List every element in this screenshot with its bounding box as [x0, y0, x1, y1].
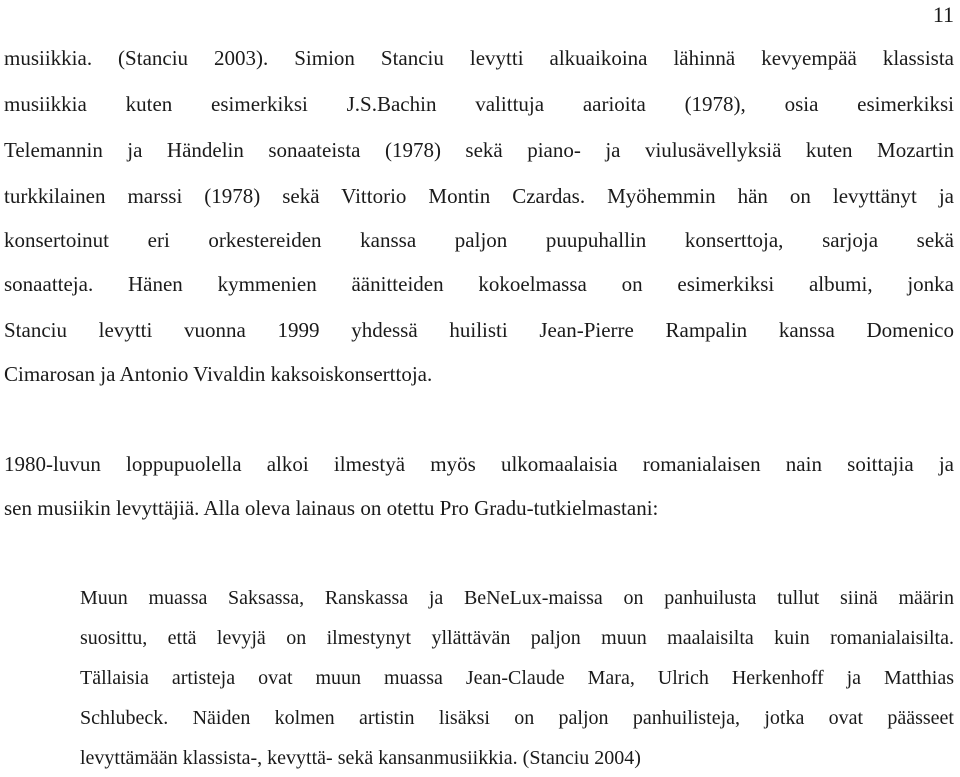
text-line: 1980-luvun loppupuolella alkoi ilmestyä myös ulkomaalaisia romanialaisen nain soittajia ja [4, 452, 954, 476]
quote-line: suosittu, että levyjä on ilmestynyt yllättävän paljon muun maalaisilta kuin romanialaisilta. [80, 627, 954, 649]
text-line: Telemannin ja Händelin sonaateista (1978) sekä piano- ja viulusävellyksiä kuten Mozartin [4, 138, 954, 162]
text-line: sen musiikin levyttäjiä. Alla oleva lainaus on otettu Pro Gradu-tutkielmastani: [4, 496, 659, 520]
text-line: sonaatteja. Hänen kymmenien äänitteiden kokoelmassa on esimerkiksi albumi, jonka [4, 272, 954, 296]
text-line: turkkilainen marssi (1978) sekä Vittorio Montin Czardas. Myöhemmin hän on levyttänyt ja [4, 184, 954, 208]
text-line: musiikkia. (Stanciu 2003). Simion Stanciu levytti alkuaikoina lähinnä kevyempää klassista [4, 46, 954, 70]
quote-line: Tällaisia artisteja ovat muun muassa Jean-Claude Mara, Ulrich Herkenhoff ja Matthias [80, 667, 954, 689]
quote-line: Muun muassa Saksassa, Ranskassa ja BeNeLux-maissa on panhuilusta tullut siinä määrin [80, 587, 954, 609]
text-line: musiikkia kuten esimerkiksi J.S.Bachin valittuja aarioita (1978), osia esimerkiksi [4, 92, 954, 116]
page-number: 11 [932, 2, 954, 27]
text-line: konsertoinut eri orkestereiden kanssa paljon puupuhallin konserttoja, sarjoja sekä [4, 228, 954, 252]
text-line: Stanciu levytti vuonna 1999 yhdessä huilisti Jean-Pierre Rampalin kanssa Domenico [4, 318, 954, 342]
quote-line: Schlubeck. Näiden kolmen artistin lisäksi on paljon panhuilisteja, jotka ovat päässeet [80, 707, 954, 729]
quote-line: levyttämään klassista-, kevyttä- sekä kansanmusiikkia. (Stanciu 2004) [80, 747, 641, 769]
text-line: Cimarosan ja Antonio Vivaldin kaksoiskonserttoja. [4, 362, 433, 386]
